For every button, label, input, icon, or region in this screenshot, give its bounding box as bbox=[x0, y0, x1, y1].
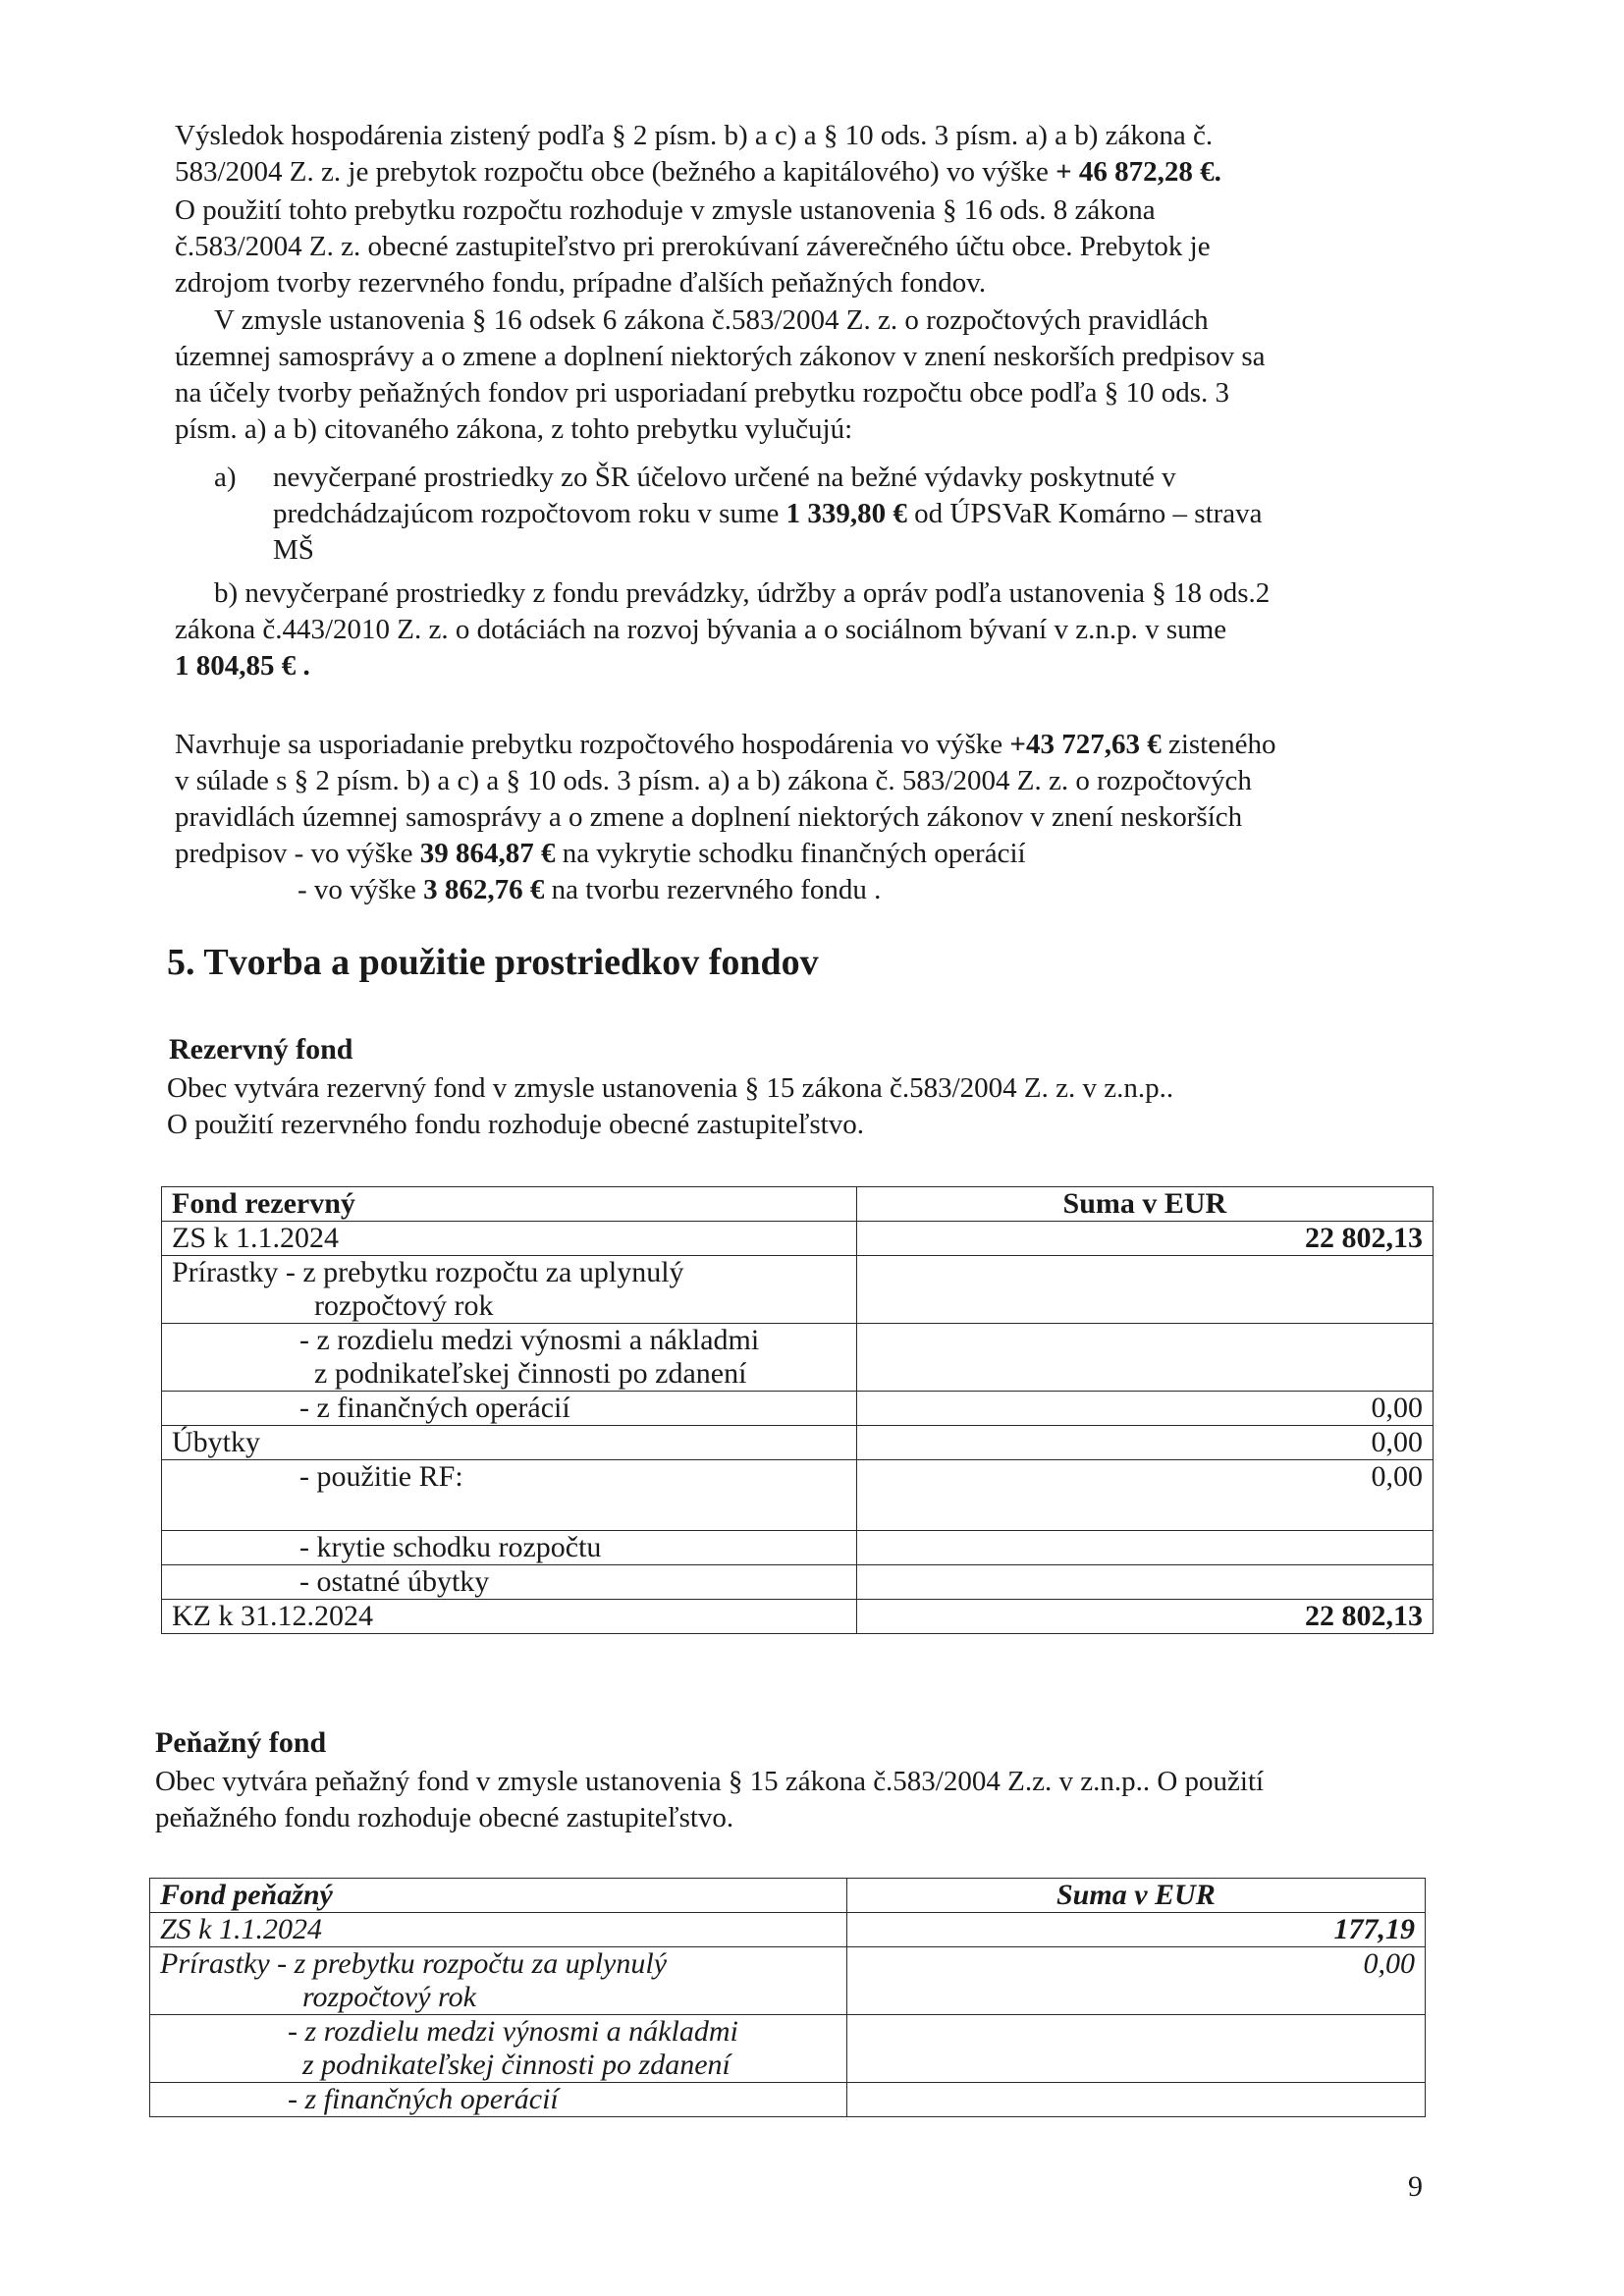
amount-bold: 3 862,76 € bbox=[423, 874, 545, 905]
table-row bbox=[162, 1256, 1434, 1324]
table-cell-value bbox=[856, 1565, 1433, 1600]
paragraph-reserve-fund bbox=[167, 1070, 1446, 1143]
text-line: nevyčerpané prostriedky zo ŠR účelovo určené na bežné výdavky poskytnuté v bbox=[273, 462, 1176, 493]
text-line: - vo výške 3 862,76 € na tvorbu rezervného fondu . bbox=[298, 874, 882, 905]
text-line: peňažného fondu rozhoduje obecné zastupiteľstvo. bbox=[155, 1802, 734, 1833]
text-line: na účely tvorby peňažných fondov pri usporiadaní prebytku rozpočtu obce podľa § 10 ods. 3 bbox=[175, 377, 1230, 409]
table-row bbox=[162, 1565, 1434, 1600]
table-row bbox=[150, 2015, 1426, 2083]
heading-money-fund: Peňažný fond bbox=[155, 1726, 327, 1759]
amount-bold: 1 804,85 € . bbox=[175, 650, 310, 682]
table-cell-value: 22 802,13 bbox=[856, 1600, 1433, 1634]
text-line: písm. a) a b) citovaného zákona, z tohto prebytku vylučujú: bbox=[175, 413, 853, 445]
table-cell: - z finančných operácií bbox=[150, 2083, 847, 2117]
table-cell: Prírastky - z prebytku rozpočtu za uplynulý rozpočtový rok bbox=[162, 1256, 857, 1324]
table-cell-value: 0,00 bbox=[856, 1460, 1433, 1531]
table-cell: Prírastky - z prebytku rozpočtu za uplynulý rozpočtový rok bbox=[150, 1947, 847, 2015]
page-number: 9 bbox=[1408, 2170, 1423, 2203]
section-title: 5. Tvorba a použitie prostriedkov fondov bbox=[167, 942, 819, 983]
text-line: Obec vytvára rezervný fond v zmysle ustanovenia § 15 zákona č.583/2004 Z. z. v z.n.p.. bbox=[167, 1072, 1174, 1104]
table-cell: - z rozdielu medzi výnosmi a nákladmi z podnikateľskej činnosti po zdanení bbox=[150, 2015, 847, 2083]
table-cell-value bbox=[846, 2083, 1425, 2117]
text-line: zdrojom tvorby rezervného fondu, prípadne ďalších peňažných fondov. bbox=[175, 267, 987, 299]
text-line: č.583/2004 Z. z. obecné zastupiteľstvo pri prerokúvaní záverečného účtu obce. Prebytok je bbox=[175, 231, 1211, 262]
table-row bbox=[162, 1324, 1434, 1392]
amount-bold: +43 727,63 € bbox=[1009, 729, 1162, 760]
text-line: O použití tohto prebytku rozpočtu rozhoduje v zmysle ustanovenia § 16 ods. 8 zákona bbox=[175, 194, 1156, 226]
text-line: Navrhuje sa usporiadanie prebytku rozpočtového hospodárenia vo výške +43 727,63 € zisteného bbox=[175, 729, 1276, 760]
table-row bbox=[162, 1531, 1434, 1565]
paragraph-usage bbox=[175, 192, 1446, 301]
text-line: predchádzajúcom rozpočtovom roku v sume 1 339,80 € od ÚPSVaR Komárno – strava bbox=[273, 498, 1263, 529]
table-cell-value bbox=[856, 1531, 1433, 1565]
table-row bbox=[150, 2083, 1426, 2117]
text-line: predpisov - vo výške 39 864,87 € na vykrytie schodku finančných operácií bbox=[175, 838, 1026, 869]
table-cell: Úbytky bbox=[162, 1426, 857, 1460]
amount-bold: 1 339,80 € bbox=[785, 498, 907, 529]
text-line: V zmysle ustanovenia § 16 odsek 6 zákona č.583/2004 Z. z. o rozpočtových pravidlách bbox=[214, 304, 1209, 336]
list-item-a bbox=[273, 460, 1446, 569]
table-row bbox=[150, 1947, 1426, 2015]
table-cell: - z finančných operácií bbox=[162, 1392, 857, 1426]
table-header: Fond rezervný bbox=[162, 1187, 857, 1222]
table-cell-value: 0,00 bbox=[856, 1392, 1433, 1426]
text-line: 583/2004 Z. z. je prebytok rozpočtu obce (bežného a kapitálového) vo výške + 46 872,28 €. bbox=[175, 156, 1221, 188]
text-line: územnej samosprávy a o zmene a doplnení niektorých zákonov v znení neskorších predpisov sa bbox=[175, 341, 1266, 372]
table-cell-value bbox=[856, 1256, 1433, 1324]
paragraph-result bbox=[175, 118, 1446, 191]
paragraph-exclusions bbox=[175, 302, 1446, 448]
text-line: pravidlách územnej samosprávy a o zmene a doplnení niektorých zákonov v znení neskorších bbox=[175, 801, 1243, 833]
table-row bbox=[162, 1460, 1434, 1531]
table-cell: ZS k 1.1.2024 bbox=[150, 1913, 847, 1947]
table-header: Suma v EUR bbox=[846, 1879, 1425, 1913]
list-item-b bbox=[175, 575, 1446, 684]
text-line: zákona č.443/2010 Z. z. o dotáciách na rozvoj bývania a o sociálnom bývaní v z.n.p. v sume bbox=[175, 614, 1227, 645]
text-line: Obec vytvára peňažný fond v zmysle ustanovenia § 15 zákona č.583/2004 Z.z. v z.n.p.. O použití bbox=[155, 1766, 1265, 1797]
table-cell-value: 0,00 bbox=[846, 1947, 1425, 2015]
table-cell-value bbox=[846, 2015, 1425, 2083]
table-cell-value: 177,19 bbox=[846, 1913, 1425, 1947]
surplus-amount: + 46 872,28 €. bbox=[1056, 156, 1221, 188]
table-row bbox=[162, 1426, 1434, 1460]
table-cell-value bbox=[856, 1324, 1433, 1392]
table-cell: - ostatné úbytky bbox=[162, 1565, 857, 1600]
list-marker-a: a) bbox=[214, 462, 237, 493]
table-cell: KZ k 31.12.2024 bbox=[162, 1600, 857, 1634]
text-line: v súlade s § 2 písm. b) a c) a § 10 ods. 3 písm. a) a b) zákona č. 583/2004 Z. z. o rozpočtových bbox=[175, 765, 1252, 796]
table-row bbox=[150, 1879, 1426, 1913]
table-cell: ZS k 1.1.2024 bbox=[162, 1222, 857, 1256]
paragraph-money-fund bbox=[155, 1764, 1446, 1836]
text-line: b) nevyčerpané prostriedky z fondu prevádzky, údržby a opráv podľa ustanovenia § 18 ods.2 bbox=[214, 577, 1271, 609]
table-header: Suma v EUR bbox=[856, 1187, 1433, 1222]
amount-bold: 39 864,87 € bbox=[419, 838, 556, 869]
table-cell-value: 22 802,13 bbox=[856, 1222, 1433, 1256]
table-cell: - krytie schodku rozpočtu bbox=[162, 1531, 857, 1565]
table-cell: - z rozdielu medzi výnosmi a nákladmi z podnikateľskej činnosti po zdanení bbox=[162, 1324, 857, 1392]
table-cell: - použitie RF: bbox=[162, 1460, 857, 1531]
text-line: Výsledok hospodárenia zistený podľa § 2 písm. b) a c) a § 10 ods. 3 písm. a) a b) zákona č. bbox=[175, 120, 1214, 151]
paragraph-proposal bbox=[175, 727, 1446, 908]
text-line: O použití rezervného fondu rozhoduje obecné zastupiteľstvo. bbox=[167, 1109, 864, 1140]
table-row bbox=[162, 1222, 1434, 1256]
table-row bbox=[162, 1392, 1434, 1426]
table-row bbox=[162, 1187, 1434, 1222]
heading-reserve-fund: Rezervný fond bbox=[169, 1033, 353, 1066]
table-row bbox=[150, 1913, 1426, 1947]
money-fund-table bbox=[149, 1878, 1426, 2117]
table-cell-value: 0,00 bbox=[856, 1426, 1433, 1460]
table-row bbox=[162, 1600, 1434, 1634]
reserve-fund-table bbox=[161, 1186, 1434, 1634]
text-line: MŠ bbox=[273, 534, 314, 566]
table-header: Fond peňažný bbox=[150, 1879, 847, 1913]
